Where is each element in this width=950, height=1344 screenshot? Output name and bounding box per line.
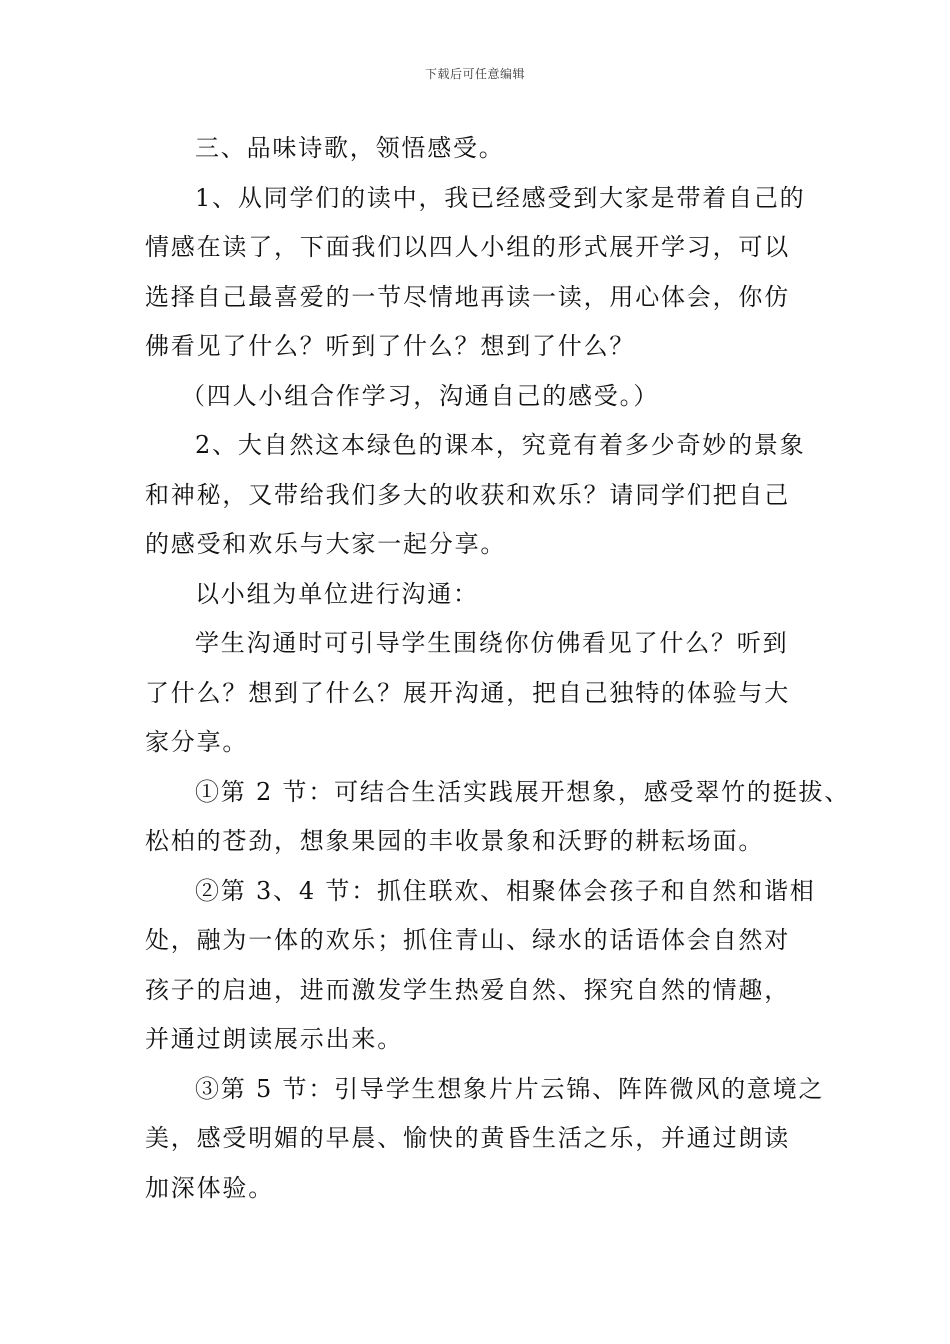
section-heading: 三、品味诗歌，领悟感受。 [195,134,505,162]
paragraph-line: 孩子的启迪，进而激发学生热爱自然、探究自然的情趣， [145,975,790,1004]
paragraph-line: ①第 2 节：可结合生活实践展开想象，感受翠竹的挺拔、 [195,777,851,806]
paragraph-line: 佛看见了什么？听到了什么？想到了什么？ [145,332,636,360]
paragraph-line: 的感受和欢乐与大家一起分享。 [145,530,507,558]
paragraph-line: ③第 5 节：引导学生想象片片云锦、阵阵微风的意境之 [195,1074,825,1103]
paragraph-line: （四人小组合作学习，沟通自己的感受。） [181,381,660,410]
paragraph-line: 并通过朗读展示出来。 [145,1025,403,1053]
paragraph-line: 学生沟通时可引导学生围绕你仿佛看见了什么？听到 [195,629,789,657]
document-body [145,124,851,1213]
page-header-note: 下载后可任意编辑 [424,67,525,81]
paragraph-line: 情感在读了，下面我们以四人小组的形式展开学习，可以 [145,233,790,261]
paragraph-line: 松柏的苍劲，想象果园的丰收景象和沃野的耕耘场面。 [145,827,765,855]
paragraph-line: 家分享。 [145,728,249,756]
paragraph-line: 了什么？想到了什么？展开沟通，把自己独特的体验与大 [145,678,790,707]
paragraph-line: 以小组为单位进行沟通： [195,579,479,608]
paragraph-line: 处，融为一体的欢乐；抓住青山、绿水的话语体会自然对 [145,926,790,954]
paragraph-line: 加深体验。 [145,1173,274,1202]
paragraph-line: 1、从同学们的读中，我已经感受到大家是带着自己的 [195,183,806,212]
paragraph-line: 选择自己最喜爱的一节尽情地再读一读，用心体会，你仿 [145,282,790,311]
paragraph-line: ②第 3、4 节：抓住联欢、相聚体会孩子和自然和谐相 [195,876,816,905]
paragraph-line: 美，感受明媚的早晨、愉快的黄昏生活之乐，并通过朗读 [145,1124,790,1152]
paragraph-line: 和神秘，又带给我们多大的收获和欢乐？请同学们把自己 [145,480,790,509]
paragraph-line: 2、大自然这本绿色的课本，究竟有着多少奇妙的景象 [195,431,806,459]
